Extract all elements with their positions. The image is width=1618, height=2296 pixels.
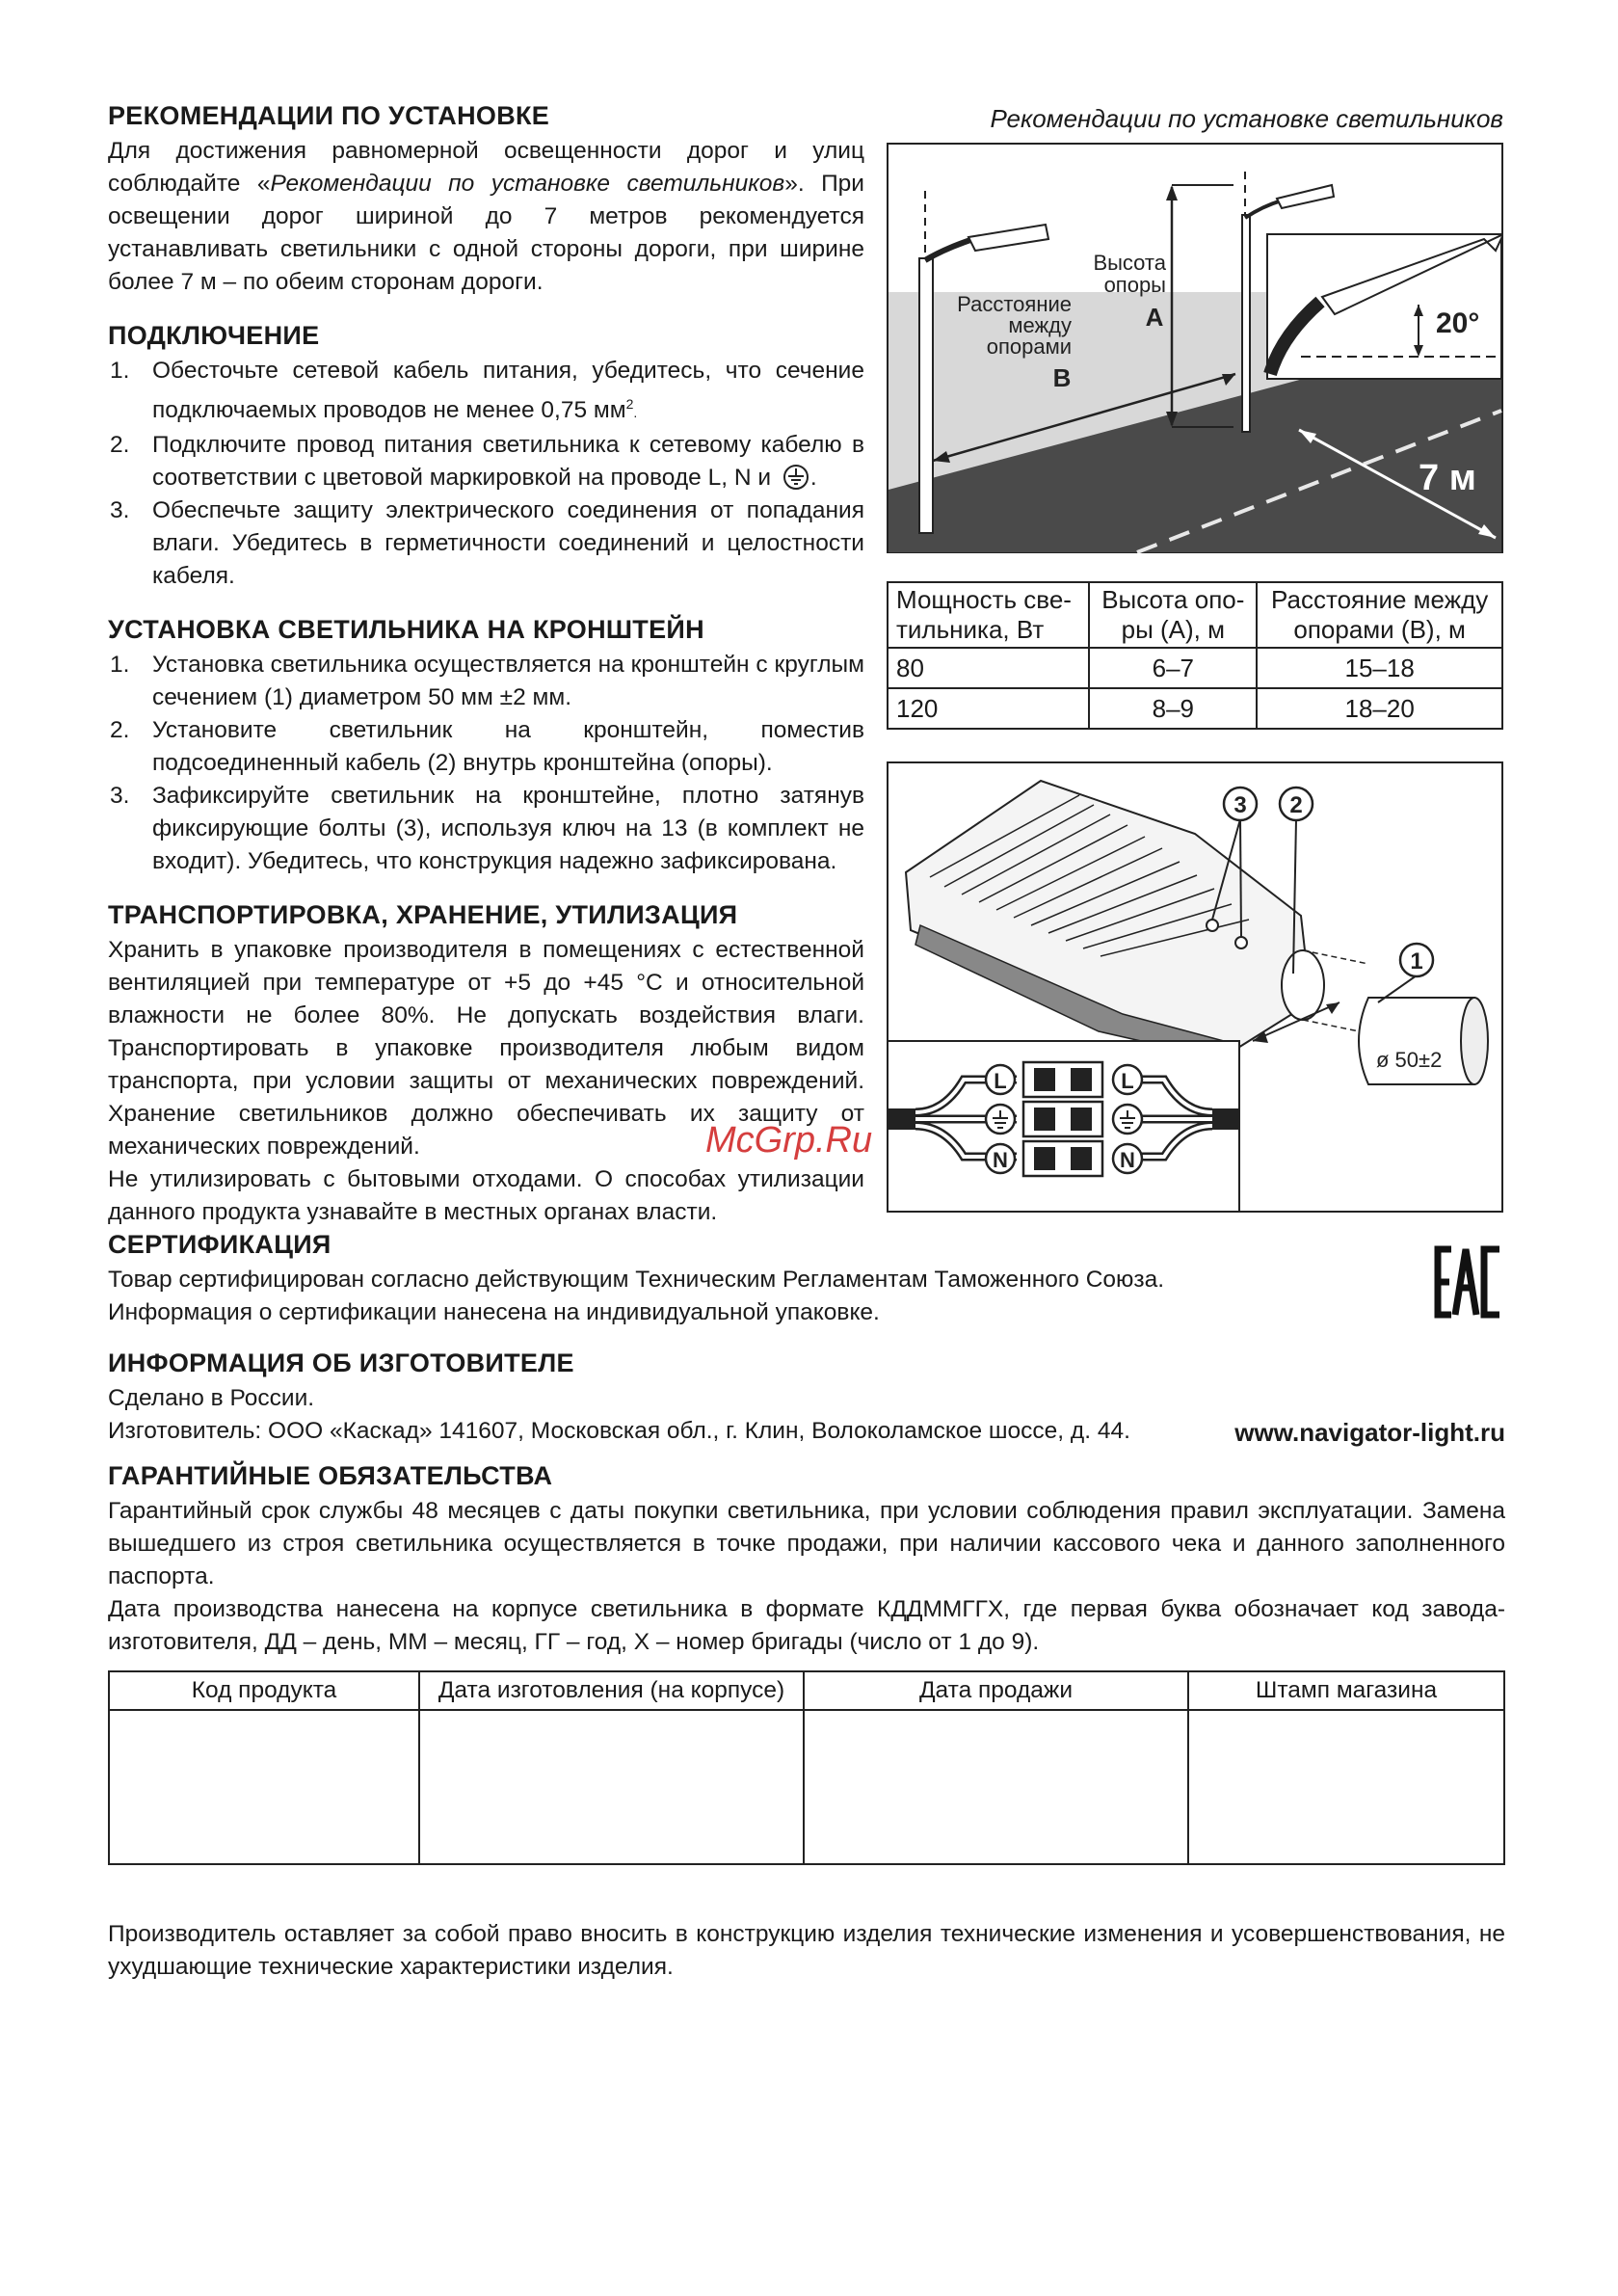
height-label-2: опоры bbox=[1103, 273, 1166, 297]
eac-mark-icon bbox=[1434, 1243, 1503, 1321]
list-number: 2. bbox=[110, 717, 130, 744]
list-text: Обеспечьте защиту электрического соединения от попадания влаги. Убедитесь в герметичности соединений и целостности кабеля. bbox=[152, 497, 864, 590]
table-header: Штамп магазина bbox=[1188, 1671, 1504, 1710]
install-text-part: ». При освещении дорог шириной до 7 метров рекомендуется устанавливать светильники с одной стороны дороги, при ширине более 7 м – по обеим сторонам дороги. bbox=[108, 171, 864, 295]
list-text: Установка светильника осуществляется на кронштейн с круглым сечением (1) диаметром 50 мм ±2 мм. bbox=[152, 652, 864, 711]
distance-label-1: Расстояние bbox=[957, 292, 1072, 316]
header-line: Расстояние между bbox=[1271, 585, 1489, 614]
cert-line: Информация о сертификации нанесена на индивидуальной упаковке. bbox=[108, 1299, 880, 1325]
maker-heading: ИНФОРМАЦИЯ ОБ ИЗГОТОВИТЕЛЕ bbox=[108, 1348, 574, 1377]
terminal-n-right: N bbox=[1120, 1148, 1135, 1172]
table-cell[interactable] bbox=[419, 1710, 804, 1864]
connection-heading: ПОДКЛЮЧЕНИЕ bbox=[108, 321, 320, 350]
transport-heading: ТРАНСПОРТИРОВКА, ХРАНЕНИЕ, УТИЛИЗАЦИЯ bbox=[108, 900, 738, 930]
table-cell[interactable] bbox=[109, 1710, 419, 1864]
table-row bbox=[888, 688, 1502, 729]
connection-list bbox=[108, 355, 864, 593]
table-header: Код продукта bbox=[109, 1671, 419, 1710]
list-item bbox=[108, 355, 864, 429]
superscript: 2 bbox=[625, 396, 634, 412]
angle-label: 20° bbox=[1436, 307, 1480, 339]
height-letter: A bbox=[1145, 303, 1164, 332]
list-item bbox=[108, 780, 864, 878]
mounting-section bbox=[108, 614, 864, 878]
install-text bbox=[108, 135, 864, 299]
website-link[interactable]: www.navigator-light.ru bbox=[1234, 1418, 1505, 1447]
diameter-label: ø 50±2 bbox=[1376, 1048, 1443, 1072]
maker-line: Сделано в России. bbox=[108, 1385, 315, 1411]
table-header bbox=[888, 582, 1089, 648]
table-header bbox=[1257, 582, 1502, 648]
table-cell[interactable] bbox=[1188, 1710, 1504, 1864]
watermark: McGrp.Ru bbox=[705, 1120, 873, 1161]
footer-note-section bbox=[108, 1918, 1505, 1984]
table-cell: 15–18 bbox=[1257, 648, 1502, 688]
mounting-diagram bbox=[887, 761, 1503, 1213]
install-text-part: Для достижения равномерной освещенности дорог и улиц соблюдайте « bbox=[108, 138, 864, 197]
list-text: Установите светильник на кронштейн, поместив подсоединенный кабель (2) внутрь кронштейна (опоры). bbox=[152, 717, 864, 777]
header-line: ры (А), м bbox=[1121, 615, 1225, 644]
table-cell: 80 bbox=[888, 648, 1089, 688]
list-number: 3. bbox=[110, 497, 130, 524]
spec-table bbox=[887, 581, 1503, 730]
maker-line: Изготовитель: ООО «Каскад» 141607, Московская обл., г. Клин, Волоколамское шоссе, д. 44. bbox=[108, 1418, 1130, 1444]
header-line: Высота опо- bbox=[1101, 585, 1245, 614]
table-header: Дата продажи bbox=[804, 1671, 1188, 1710]
header-line: Мощность све- bbox=[896, 585, 1072, 614]
figure-title: Рекомендации по установке светильников bbox=[990, 104, 1503, 133]
warranty-text: Гарантийный срок службы 48 месяцев с даты покупки светильника, при условии соблюдения правил эксплуатации. Замена вышедшего из строя светильника осуществляется в точке продажи, при наличии кассового чека и данного заполненного паспорта. bbox=[108, 1498, 1505, 1589]
install-text-italic: Рекомендации по установке светильников bbox=[270, 171, 785, 197]
table-cell[interactable] bbox=[804, 1710, 1188, 1864]
callout-3: 3 bbox=[1233, 792, 1247, 818]
list-text: Подключите провод питания светильника к сетевому кабелю в соответствии с цветовой маркировкой на проводе L, N и bbox=[152, 432, 864, 492]
warranty-stamp-table bbox=[108, 1670, 1505, 1865]
callout-2: 2 bbox=[1289, 792, 1303, 818]
table-header bbox=[1089, 582, 1257, 648]
distance-label-3: опорами bbox=[986, 334, 1072, 359]
maker-section bbox=[108, 1348, 1505, 1448]
cert-section bbox=[108, 1229, 1505, 1329]
header-line: тильника, Вт bbox=[896, 615, 1045, 644]
table-cell: 6–7 bbox=[1089, 648, 1257, 688]
list-item bbox=[108, 494, 864, 593]
header-line: опорами (В), м bbox=[1293, 615, 1466, 644]
list-number: 1. bbox=[110, 652, 130, 679]
ground-icon bbox=[782, 464, 810, 491]
disposal-text: Не утилизировать с бытовыми отходами. О способах утилизации данного продукта узнавайте в местных органах власти. bbox=[108, 1166, 864, 1226]
table-header-row bbox=[109, 1671, 1504, 1710]
height-label-1: Высота bbox=[1093, 251, 1166, 275]
list-text: Зафиксируйте светильник на кронштейне, плотно затянув фиксирующие болты (3), используя ключ на 13 (в комплект не входит). Убедитесь, что конструкция надежно зафиксирована. bbox=[152, 783, 864, 875]
list-number: 3. bbox=[110, 783, 130, 810]
list-item bbox=[108, 714, 864, 780]
distance-letter: B bbox=[1052, 363, 1072, 392]
list-item bbox=[108, 429, 864, 494]
table-cell: 120 bbox=[888, 688, 1089, 729]
list-number: 1. bbox=[110, 358, 130, 384]
left-column bbox=[108, 100, 864, 1250]
list-text: Обесточьте сетевой кабель питания, убедитесь, что сечение подключаемых проводов не менее 0,75 мм bbox=[152, 358, 864, 424]
table-header-row bbox=[888, 582, 1502, 648]
warranty-heading: ГАРАНТИЙНЫЕ ОБЯЗАТЕЛЬСТВА bbox=[108, 1461, 553, 1490]
callout-1: 1 bbox=[1410, 948, 1423, 974]
install-section bbox=[108, 100, 864, 299]
distance-label-2: между bbox=[1008, 313, 1072, 337]
transport-text: Хранить в упаковке производителя в помещениях с естественной вентиляцией при температуре от +5 до +45 °С и относительной влажности не более 80%. Не допускать воздействия влаги. Транспортировать в упаковке производителя любым видом транспорта, при условии защиты от механических повреждений. Хранение светильников должно обеспечивать их защиту от механических повреждений. bbox=[108, 937, 864, 1161]
list-item bbox=[108, 649, 864, 714]
cert-line: Товар сертифицирован согласно действующим Техническим Регламентам Таможенного Союза. bbox=[108, 1267, 1165, 1293]
road-width-label: 7 м bbox=[1419, 458, 1476, 498]
terminal-l-left: L bbox=[994, 1069, 1007, 1093]
warranty-section bbox=[108, 1460, 1505, 1659]
cert-heading: СЕРТИФИКАЦИЯ bbox=[108, 1230, 332, 1259]
warranty-date-text: Дата производства нанесена на корпусе светильника в формате КДДММГГХ, где первая буква обозначает код завода-изготовителя, ДД – день, ММ – месяц, ГГ – год, Х – номер бригады (число от 1 до 9). bbox=[108, 1596, 1505, 1655]
list-number: 2. bbox=[110, 432, 130, 459]
installation-diagram bbox=[887, 143, 1503, 553]
mounting-list bbox=[108, 649, 864, 878]
table-cell: 8–9 bbox=[1089, 688, 1257, 729]
footer-note: Производитель оставляет за собой право вносить в конструкцию изделия технические изменения и усовершенствования, не ухудшающие технические характеристики изделия. bbox=[108, 1921, 1505, 1980]
mounting-heading: УСТАНОВКА СВЕТИЛЬНИКА НА КРОНШТЕЙН bbox=[108, 615, 704, 645]
terminal-l-right: L bbox=[1121, 1069, 1134, 1093]
terminal-n-left: N bbox=[993, 1148, 1008, 1172]
list-end: . bbox=[809, 465, 817, 492]
table-row bbox=[109, 1710, 1504, 1864]
connection-section bbox=[108, 320, 864, 593]
table-row bbox=[888, 648, 1502, 688]
table-cell: 18–20 bbox=[1257, 688, 1502, 729]
table-header: Дата изготовления (на корпусе) bbox=[419, 1671, 804, 1710]
transport-section bbox=[108, 899, 864, 1229]
list-end: . bbox=[633, 405, 638, 421]
install-heading: РЕКОМЕНДАЦИИ ПО УСТАНОВКЕ bbox=[108, 101, 550, 130]
